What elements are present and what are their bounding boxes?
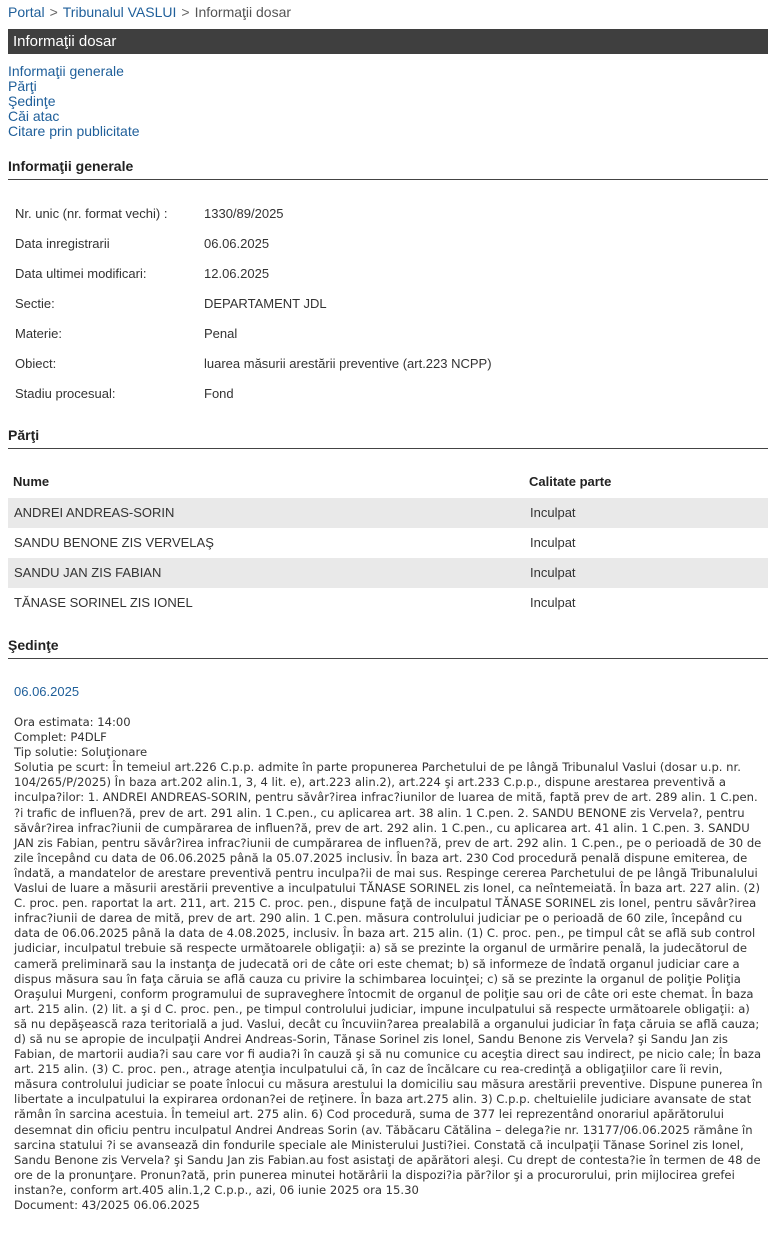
info-value: Penal (204, 326, 238, 341)
info-label: Nr. unic (nr. format vechi) : (15, 206, 168, 221)
party-name: SANDU BENONE ZIS VERVELAŞ (14, 535, 214, 550)
info-label: Sectie: (15, 296, 55, 311)
breadcrumb-separator: > (49, 4, 58, 20)
nav-link-sedinte[interactable]: Şedinţe (8, 93, 56, 109)
info-value: 12.06.2025 (204, 266, 270, 281)
parti-table-header (8, 466, 768, 496)
breadcrumb-current: Informaţii dosar (194, 4, 292, 20)
parti-heading: Părţi (8, 427, 768, 449)
breadcrumb-court-link[interactable]: Tribunalul VASLUI (62, 4, 177, 20)
column-header-nume: Nume (13, 474, 50, 489)
info-label: Obiect: (15, 356, 57, 371)
info-value: DEPARTAMENT JDL (204, 296, 327, 311)
nav-link-informatii-generale[interactable]: Informaţii generale (8, 63, 124, 79)
hearing-solution-summary: Solutia pe scurt: În temeiul art.226 C.p.p. admite în parte propunerea Parchetului de pe lângă Tribunalul Vaslui (dosar u.p. nr. 104/265/P/2025) În baza art.202 alin.1, 3, 4 lit. e), art.223 alin.2), art.224 şi art.233 C.p.p., dispune arestarea preventivă a inculpa?ilor: 1. ANDREI ANDREAS-SORIN, pentru săvâr?irea infrac?iunilor de luarea de mită, faptă prev de art. 289 alin. 1 C.pen. ?i trafic de influen?ă, prev de art. 291 alin. 1 C.pen., cu aplicarea art. 38 alin. 1 C.pen. 2. SANDU BENONE zis Vervela?, pentru săvâr?irea infrac?iunii de cumpărarea de influen?ă, prev de art. 292 alin. 1 C.pen., cu aplicarea art. 41 alin. 1 C.pen. 3. SANDU JAN zis Fabian, pentru săvâr?irea infrac?iunii de cumpărarea de influen?ă, prev de art. 292 alin. 1 C.pen., pe o perioadă de 30 de zile începând cu data de 06.06.2025 până la 05.07.2025 inclusiv. În baza art. 230 Cod procedură penală dispune emiterea, de îndată, a mandatelor de arestare preventivă pentru inculpa?ii de mai sus. Respinge cererea Parchetului de pe lângă Tribunalului Vaslui de luare a măsurii arestării preventive a inculpatului TĂNASE SORINEL zis Ionel, ca neîntemeiată. În baza art. 227 alin. (2) C. proc. pen. raportat la art. 211, art. 215 C. proc. pen., dispune faţă de inculpatul TĂNASE SORINEL zis Ionel, pentru săvâr?irea infrac?iunii de darea de mită, prev de art. 290 alin. 1 C.pen. măsura controlului judiciar pe o perioadă de 60 zile, începând cu data de 06.06.2025 până la data de 4.08.2025, inclusiv. În baza art. 215 alin. (1) C. proc. pen., pe timpul cât se află sub control judiciar, inculpatul trebuie să respecte următoarele obligaţii: a) să se prezinte la organul de urmărire penală, la judecătorul de cameră preliminară sau la instanţa de judecată ori de câte ori este chemat; b) să informeze de îndată organul judiciar care a dispus măsura sau în faţa căruia se află cauza cu privire la schimbarea locuinţei; c) să se prezinte la organul de poliţie Poliţia Oraşului Murgeni, conform programului de supraveghere întocmit de organul de poliţie sau ori de câte ori este chemat. În baza art. 215 alin. (2) lit. a şi d C. proc. pen., pe timpul controlului judiciar, impune inculpatului să respecte următoarele obligaţii: a) să nu depăşească raza teritorială a jud. Vaslui, decât cu încuviin?area prealabilă a organului judiciar în faţa căruia se află cauza; d) să nu se apropie de inculpaţii Andrei Andreas-Sorin, Tănase Sorinel zis Ionel, Sandu Benone zis Vervela? şi Sandu Jan zis Fabian, de martorii audia?i sau care vor fi audia?i în cauză şi să nu comunice cu aceştia direct sau indirect, pe nicio cale; În baza art. 215 alin. (3) C. proc. pen., atrage atenţia inculpatului că, în caz de încălcare cu rea-credinţă a obligaţiilor care îi revin, măsura controlului judiciar se poate înlocui cu măsura arestului la domiciliu sau măsura arestării preventive. Dispune punerea în libertate a inculpatului la expirarea ordonan?ei de reţinere. În baza art.275 alin. 3) C.p.p. cheltuielile judiciare avansate de stat rămân în sarcina acestuia. În temeiul art. 275 alin. 6) Cod procedură, suma de 377 lei reprezentând onorariul apărătorului desemnat din oficiu pentru inculpatul Andrei Andreas Sorin (av. Tăbăcaru Cătălina – delega?ie nr. 13177/06.06.2025 rămâne în sarcina statului ?i se avansează din fondurile speciale ale Ministerului Justi?iei. Constată că inculpaţii Tănase Sorinel zis Ionel, Sandu Benone zis Vervela? şi Sandu Jan zis Fabian.au fost asistaţi de apărători aleşi. Cu drept de contesta?ie în termen de 48 de ore de la pronunţare. Pronun?ată, prin punerea minutei hotărârii la dispozi?ia păr?ilor şi a procurorului, prin mijlocirea grefei instan?e, conform art.405 alin.1,2 C.p.p., azi, 06 iunie 2025 ora 15.30 (14, 760, 763, 1197)
party-role: Inculpat (530, 595, 576, 610)
hearing-details (14, 715, 764, 1213)
info-row (15, 326, 238, 341)
party-name: SANDU JAN ZIS FABIAN (14, 565, 162, 580)
info-label: Data inregistrarii (15, 236, 110, 251)
page-title: Informaţii dosar (8, 29, 768, 54)
info-row (15, 356, 492, 371)
table-row (8, 588, 768, 618)
info-value: Fond (204, 386, 234, 401)
table-row (8, 558, 768, 588)
nav-link-cai-atac[interactable]: Căi atac (8, 108, 60, 124)
nav-link-citare-publicitate[interactable]: Citare prin publicitate (8, 123, 140, 139)
party-role: Inculpat (530, 535, 576, 550)
hearing-time: Ora estimata: 14:00 (14, 715, 131, 729)
info-label: Materie: (15, 326, 62, 341)
nav-link-parti[interactable]: Părţi (8, 78, 37, 94)
party-name: TĂNASE SORINEL ZIS IONEL (14, 595, 193, 610)
hearing-date-link[interactable]: 06.06.2025 (14, 684, 80, 699)
sedinte-heading: Şedinţe (8, 637, 768, 659)
info-value: 06.06.2025 (204, 236, 270, 251)
breadcrumb-separator: > (181, 4, 190, 20)
party-name: ANDREI ANDREAS-SORIN (14, 505, 175, 520)
info-value: luarea măsurii arestării preventive (art.223 NCPP) (204, 356, 492, 371)
breadcrumb (8, 4, 291, 20)
info-row (15, 206, 284, 221)
hearing-panel: Complet: P4DLF (14, 730, 107, 745)
section-nav (8, 64, 140, 139)
info-label: Data ultimei modificari: (15, 266, 147, 281)
table-row (8, 528, 768, 558)
general-info-heading: Informaţii generale (8, 158, 768, 180)
info-value: 1330/89/2025 (204, 206, 284, 221)
breadcrumb-portal-link[interactable]: Portal (8, 4, 45, 20)
hearing-document: Document: 43/2025 06.06.2025 (14, 1198, 200, 1212)
info-row (15, 296, 327, 311)
info-row (15, 266, 270, 281)
info-label: Stadiu procesual: (15, 386, 116, 401)
party-role: Inculpat (530, 565, 576, 580)
hearing-solution-type: Tip solutie: Soluţionare (14, 745, 148, 760)
column-header-calitate: Calitate parte (529, 474, 612, 489)
party-role: Inculpat (530, 505, 576, 520)
info-row (15, 386, 234, 401)
info-row (15, 236, 270, 251)
table-row (8, 498, 768, 528)
